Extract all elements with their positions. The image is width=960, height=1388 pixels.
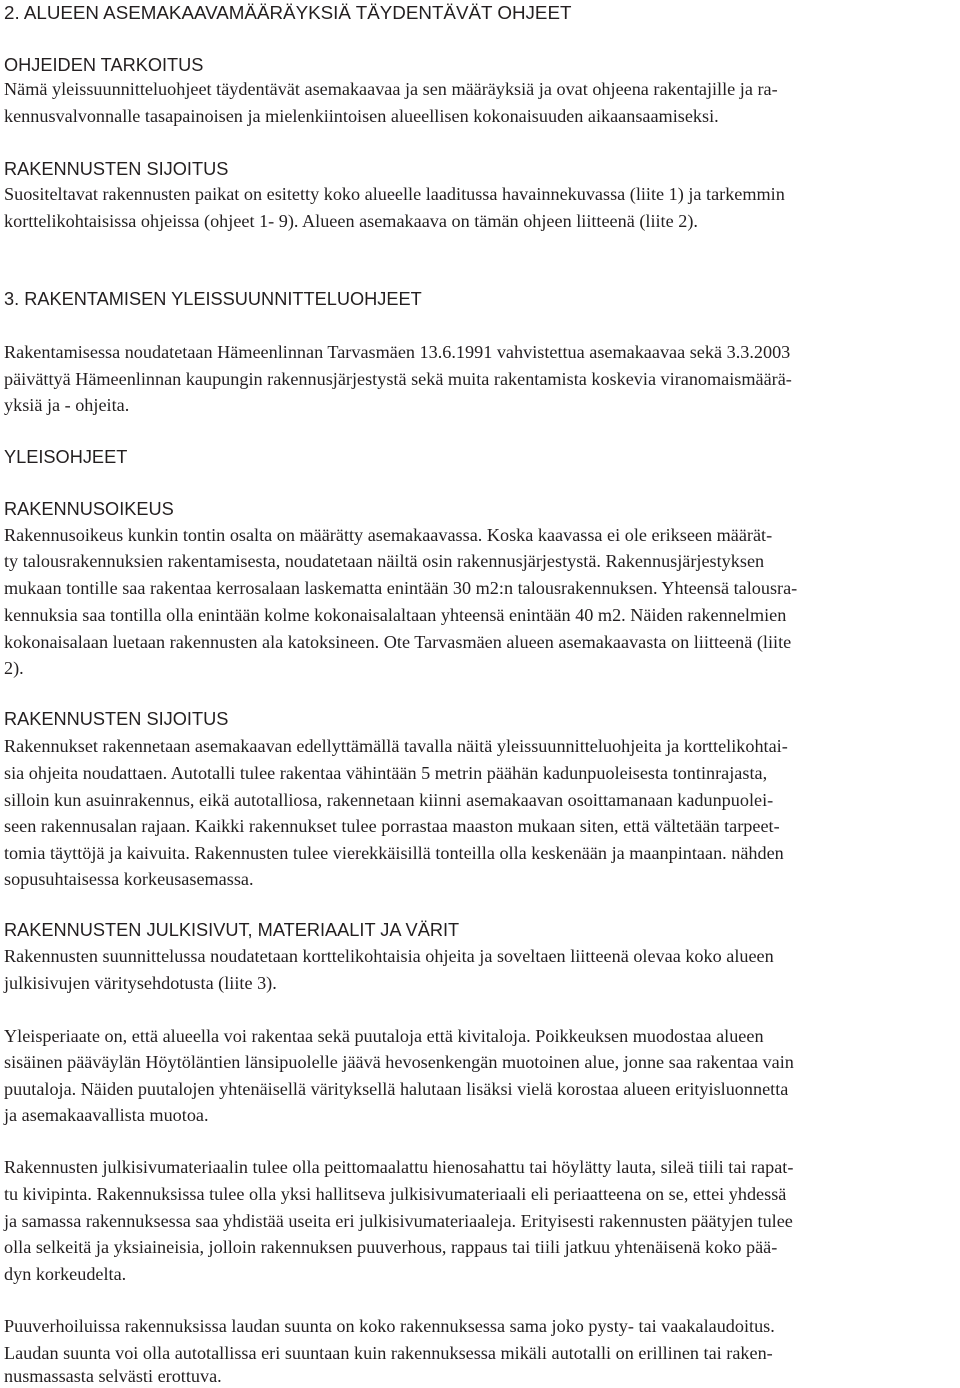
placement-line: tomia täyttöjä ja kaivuita. Rakennusten tulee vierekkäisillä tonteilla olla keskenään ja maanpintaan. nähden [4,843,784,863]
facades-line: Rakennusten suunnittelussa noudatetaan korttelikohtaisia ohjeita ja soveltaen liitteenä olevaa koko alueen [4,946,774,966]
facades-line: olla selkeitä ja yksiaineisia, jolloin rakennuksen puuverhous, rappaus tai tiili jatkuu yhtenäisenä koko pää- [4,1237,778,1257]
placement-line: sia ohjeita noudattaen. Autotalli tulee rakentaa vähintään 5 metrin päähän kadunpuoleisesta tontinrajasta, [4,763,768,783]
placement-line: silloin kun asuinrakennus, eikä autotalliosa, rakennetaan kiinni asemakaavan osoittamanaan kadunpuolei- [4,790,774,810]
facades-heading: RAKENNUSTEN JULKISIVUT, MATERIAALIT JA VÄRIT [4,920,460,940]
section-3-title: 3. RAKENTAMISEN YLEISSUUNNITTELUOHJEET [4,289,422,309]
facades-line: sisäinen pääväylän Höytöläntien länsipuolelle jäävä hevosenkengän muotoinen alue, jonne saa rakentaa vain [4,1052,794,1072]
placement-line: seen rakennusalan rajaan. Kaikki rakennukset tulee porrastaa maaston mukaan siten, että vältetään tarpeet- [4,816,780,836]
placement-line: Rakennukset rakennetaan asemakaavan edellyttämällä tavalla näitä yleissuunnitteluohjeita ja korttelikohtai- [4,736,788,756]
intro-line: yksiä ja - ohjeita. [4,395,130,415]
intro-line: päivättyä Hämeenlinnan kaupungin rakennusjärjestystä sekä muita rakentamista koskevia viranomaismäärä- [4,369,792,389]
facades-line: dyn korkeudelta. [4,1264,127,1284]
placement-heading: RAKENNUSTEN SIJOITUS [4,159,229,179]
facades-line: puutaloja. Näiden puutalojen yhtenäisellä värityksellä halutaan lisäksi vielä korostaa alueen erityisluonnetta [4,1079,789,1099]
section-2-title: 2. ALUEEN ASEMAKAAVAMÄÄRÄYKSIÄ TÄYDENTÄVÄT OHJEET [4,2,572,23]
facades-line: Puuverhoiluissa rakennuksissa laudan suunta on koko rakennuksessa sama joko pysty- tai vaakalaudoitus. [4,1316,775,1336]
intro-line: Rakentamisessa noudatetaan Hämeenlinnan Tarvasmäen 13.6.1991 vahvistettua asemakaavaa sekä 3.3.2003 [4,342,791,362]
purpose-line: kennusvalvonnalle tasapainoisen ja mielenkiintoisen alueellisen kokonaisuuden aikaansaamiseksi. [4,106,719,126]
placement-line: Suositeltavat rakennusten paikat on esitetty koko alueelle laaditussa havainnekuvassa (liite 1) ja tarkemmin [4,184,785,204]
building-rights-line: kennuksia saa tontilla olla enintään kolme kokonaisalaltaan yhteensä enintään 40 m2. Näiden rakennelmien [4,605,787,625]
facades-line: Yleisperiaate on, että alueella voi rakentaa sekä puutaloja että kivitaloja. Poikkeuksen muodostaa alueen [4,1026,764,1046]
facades-line: Laudan suunta voi olla autotallissa eri suuntaan kuin rakennuksessa mikäli autotalli on erillinen tai raken- [4,1343,773,1363]
general-heading: YLEISOHJEET [4,447,128,467]
building-rights-line: 2). [4,658,24,678]
building-rights-heading: RAKENNUSOIKEUS [4,499,174,519]
facades-line: Rakennusten julkisivumateriaalin tulee olla peittomaalattu hienosahattu tai höylätty lauta, sileä tiili tai rapat- [4,1157,794,1177]
placement-line: korttelikohtaisissa ohjeissa (ohjeet 1- 9). Alueen asemakaava on tämän ohjeen liitteenä (liite 2). [4,211,698,231]
placement-line: sopusuhtaisessa korkeusasemassa. [4,869,254,889]
building-rights-line: Rakennusoikeus kunkin tontin osalta on määrätty asemakaavassa. Koska kaavassa ei ole erikseen määrät- [4,525,773,545]
facades-line: ja asemakaavallista muotoa. [4,1105,209,1125]
building-rights-line: mukaan tontille saa rakentaa kerrosalaan laskematta enintään 30 m2:n talousrakennuksen. Yhteensä talousra- [4,578,798,598]
facades-line: nusmassasta selvästi erottuva. [4,1366,222,1386]
placement-heading: RAKENNUSTEN SIJOITUS [4,709,229,729]
purpose-heading: OHJEIDEN TARKOITUS [4,55,204,75]
building-rights-line: kokonaisalaan luetaan rakennusten ala katoksineen. Ote Tarvasmäen alueen asemakaavasta on liitteenä (liite [4,632,792,652]
facades-line: julkisivujen väritysehdotusta (liite 3). [4,973,277,993]
purpose-line: Nämä yleissuunnitteluohjeet täydentävät asemakaavaa ja sen määräyksiä ja ovat ohjeena rakentajille ja ra- [4,79,778,99]
building-rights-line: ty talousrakennuksien rakentamisesta, noudatetaan näiltä osin rakennusjärjestystä. Rakennusjärjestyksen [4,551,765,571]
facades-line: ja samassa rakennuksessa saa yhdistää useita eri julkisivumateriaaleja. Erityisesti rakennusten päätyjen tulee [4,1211,793,1231]
facades-line: tu kivipinta. Rakennuksissa tulee olla yksi hallitseva julkisivumateriaali eli periaatteena on se, ettei yhdessä [4,1184,787,1204]
